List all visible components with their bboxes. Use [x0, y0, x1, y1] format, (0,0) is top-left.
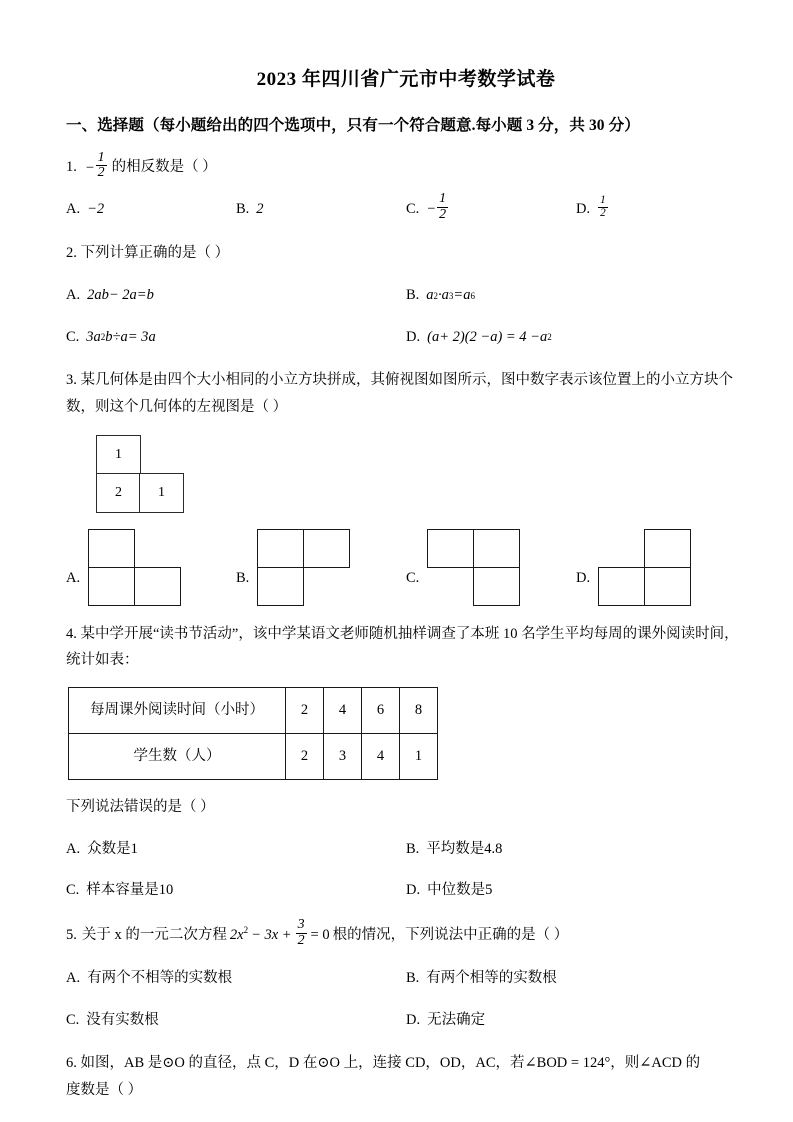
option-value: 3 a 2 b ÷ a = 3 a: [86, 329, 156, 346]
fraction-denominator: 2: [297, 932, 305, 948]
square-bottom-right: [134, 567, 181, 606]
option-label: B.: [406, 287, 420, 304]
question-1-stem: [66, 151, 746, 181]
table-cell: 1: [400, 733, 438, 779]
option-label: D.: [406, 882, 421, 899]
option-value: 有两个相等的实数根: [426, 970, 557, 987]
square-top-right: [644, 529, 691, 568]
top-view-cell-bottom-left: 2: [96, 473, 141, 513]
option-5-a[interactable]: [66, 965, 406, 992]
question-6: [66, 1050, 746, 1104]
question-5-stem-pre: 关于 x 的一元二次方程: [81, 926, 227, 943]
option-label: B.: [236, 570, 250, 587]
question-5-stem: [66, 917, 746, 950]
table-row-header: 每周课外阅读时间（小时）: [69, 688, 286, 734]
question-4-options: [66, 821, 746, 905]
question-4-stem-line-2: 统计如表：: [66, 652, 139, 669]
option-label: C.: [406, 570, 420, 587]
question-4-number: 4.: [66, 625, 77, 642]
question-6-stem-line-1: [66, 1050, 746, 1077]
fraction-sign: −: [84, 159, 95, 176]
table-cell: 8: [400, 688, 438, 734]
section-heading: 一、选择题（每小题给出的四个选项中，只有一个符合题意.每小题 3 分，共 30 分）: [66, 117, 640, 134]
question-4-data-table: [68, 687, 438, 780]
question-4-stem-line-1: [66, 621, 746, 648]
shape-diagram-a: [88, 529, 180, 605]
question-3-options: [66, 529, 746, 605]
table-cell: 4: [362, 733, 400, 779]
option-value: 无法确定: [427, 1012, 486, 1029]
square-top-right: [303, 529, 350, 568]
question-2-number: 2.: [66, 245, 77, 262]
table-row-header: 学生数（人）: [69, 733, 286, 779]
question-3: [66, 367, 746, 605]
option-label: A.: [66, 570, 81, 587]
option-2-d[interactable]: [406, 324, 746, 351]
option-3-d[interactable]: [576, 529, 746, 605]
square-bottom-left: [598, 567, 645, 606]
square-bottom-right: [644, 567, 691, 606]
question-2-stem: [66, 240, 746, 267]
option-value: 众数是1: [87, 840, 138, 857]
option-label: D.: [406, 1012, 421, 1029]
question-1-stem-text: 的相反数是（ ）: [111, 159, 217, 176]
square-top-left: [427, 529, 474, 568]
option-value: 样本容量是10: [86, 882, 174, 899]
fraction-denominator: 2: [97, 165, 105, 181]
square-top-left: [88, 529, 135, 568]
equation-rhs: = 0: [310, 926, 330, 943]
question-3-stem-text-1: 某几何体是由四个大小相同的小立方块拼成，其俯视图如图所示，图中数字表示该位置上的小立方块个: [80, 371, 733, 388]
option-1-d[interactable]: [576, 194, 746, 224]
question-5-stem-post: 根的情况，下列说法中正确的是（ ）: [332, 926, 569, 943]
option-4-d[interactable]: [406, 877, 746, 904]
option-2-c[interactable]: [66, 324, 406, 351]
option-3-a[interactable]: [66, 529, 236, 605]
question-2-options: [66, 267, 746, 351]
option-label: D.: [576, 570, 591, 587]
option-value: ( a + 2)(2 − a ) = 4 − a 2: [427, 329, 552, 346]
question-4: [66, 621, 746, 905]
option-value: [597, 194, 609, 221]
shape-diagram-b: [257, 529, 349, 605]
option-label: C.: [66, 1012, 80, 1029]
option-label: A.: [66, 200, 81, 217]
option-1-a[interactable]: [66, 194, 236, 224]
question-5-number: 5.: [66, 926, 77, 943]
option-value: 2: [256, 200, 264, 217]
question-1-options: [66, 191, 746, 224]
question-6-stem-text-1: 如图，AB 是⊙O 的直径，点 C，D 在⊙O 上，连接 CD，OD，AC，若∠BOD = 124°，则∠ACD 的: [80, 1055, 701, 1072]
option-5-c[interactable]: [66, 1007, 406, 1034]
square-top-left: [257, 529, 304, 568]
option-label: C.: [66, 882, 80, 899]
question-2: [66, 240, 746, 350]
equation-term-a: $2x^2$: [229, 925, 249, 943]
equation-term-b: − 3x +: [251, 926, 292, 943]
question-3-top-view-diagram: [96, 435, 182, 511]
table-row: [69, 688, 438, 734]
fraction-numerator: 1: [600, 194, 606, 207]
option-1-c[interactable]: [406, 191, 576, 224]
option-2-b[interactable]: [406, 282, 746, 309]
option-value: 中位数是5: [427, 882, 493, 899]
top-view-cell-top-left: 1: [96, 435, 141, 475]
square-bottom-left: [257, 567, 304, 606]
option-4-c[interactable]: [66, 877, 406, 904]
option-label: D.: [576, 200, 591, 217]
square-bottom-right: [473, 567, 520, 606]
question-5-options: [66, 950, 746, 1034]
question-3-stem-line-1: [66, 367, 746, 394]
question-3-number: 3.: [66, 371, 77, 388]
option-1-b[interactable]: [236, 194, 406, 224]
option-2-a[interactable]: [66, 282, 406, 309]
fraction-numerator: 1: [439, 191, 447, 207]
option-label: B.: [236, 200, 250, 217]
question-2-stem-text: 下列计算正确的是（ ）: [80, 245, 230, 262]
shape-diagram-d: [598, 529, 690, 605]
option-value: −2: [87, 200, 105, 217]
option-5-b[interactable]: [406, 965, 746, 992]
question-1-fraction: [84, 149, 108, 183]
question-3-stem-line-2: 数，则这个几何体的左视图是（ ）: [66, 398, 288, 415]
option-label: A.: [66, 970, 81, 987]
question-4-stem-text-1: 某中学开展“读书节活动”，该中学某语文老师随机抽样调查了本班 10 名学生平均每周的课外阅读时间，: [80, 625, 739, 642]
option-value: a 2 · a 3 = a 6: [426, 287, 475, 304]
option-label: D.: [406, 329, 421, 346]
fraction-numerator: 1: [97, 149, 105, 165]
option-3-c[interactable]: [406, 529, 576, 605]
table-cell: 6: [362, 688, 400, 734]
option-label: B.: [406, 840, 420, 857]
question-5: [66, 917, 746, 1034]
option-label: C.: [406, 200, 420, 217]
option-value: 没有实数根: [86, 1012, 159, 1029]
option-value: 有两个不相等的实数根: [87, 970, 233, 987]
question-6-number: 6.: [66, 1055, 77, 1072]
table-cell: 2: [286, 733, 324, 779]
option-value: [426, 191, 449, 224]
question-6-stem-line-2: 度数是（ ）: [66, 1081, 143, 1098]
option-label: B.: [406, 970, 420, 987]
page-content: [66, 0, 746, 1104]
option-value: 平均数是4.8: [426, 840, 503, 857]
option-3-b[interactable]: [236, 529, 406, 605]
top-view-cell-bottom-right: 1: [139, 473, 184, 513]
option-value: 2 ab − 2 a = b: [87, 287, 154, 304]
fraction-denominator: 2: [600, 207, 606, 220]
table-row: [69, 733, 438, 779]
option-label: A.: [66, 287, 81, 304]
square-bottom-left: [88, 567, 135, 606]
minus-sign: −: [426, 200, 437, 217]
question-1-number: 1.: [66, 159, 77, 176]
table-cell: 3: [324, 733, 362, 779]
square-top-right: [473, 529, 520, 568]
option-label: C.: [66, 329, 80, 346]
question-4-prompt: 下列说法错误的是（ ）: [66, 798, 215, 815]
option-5-d[interactable]: [406, 1007, 746, 1034]
option-4-b[interactable]: [406, 836, 746, 863]
table-cell: 4: [324, 688, 362, 734]
question-5-equation: [229, 917, 330, 950]
fraction-denominator: 2: [439, 206, 447, 222]
page-title: 2023 年四川省广元市中考数学试卷: [256, 69, 556, 90]
fraction-numerator: 3: [297, 917, 305, 933]
table-cell: 2: [286, 688, 324, 734]
option-4-a[interactable]: [66, 836, 406, 863]
shape-diagram-c: [427, 529, 519, 605]
question-1: [66, 151, 746, 224]
option-label: A.: [66, 840, 81, 857]
